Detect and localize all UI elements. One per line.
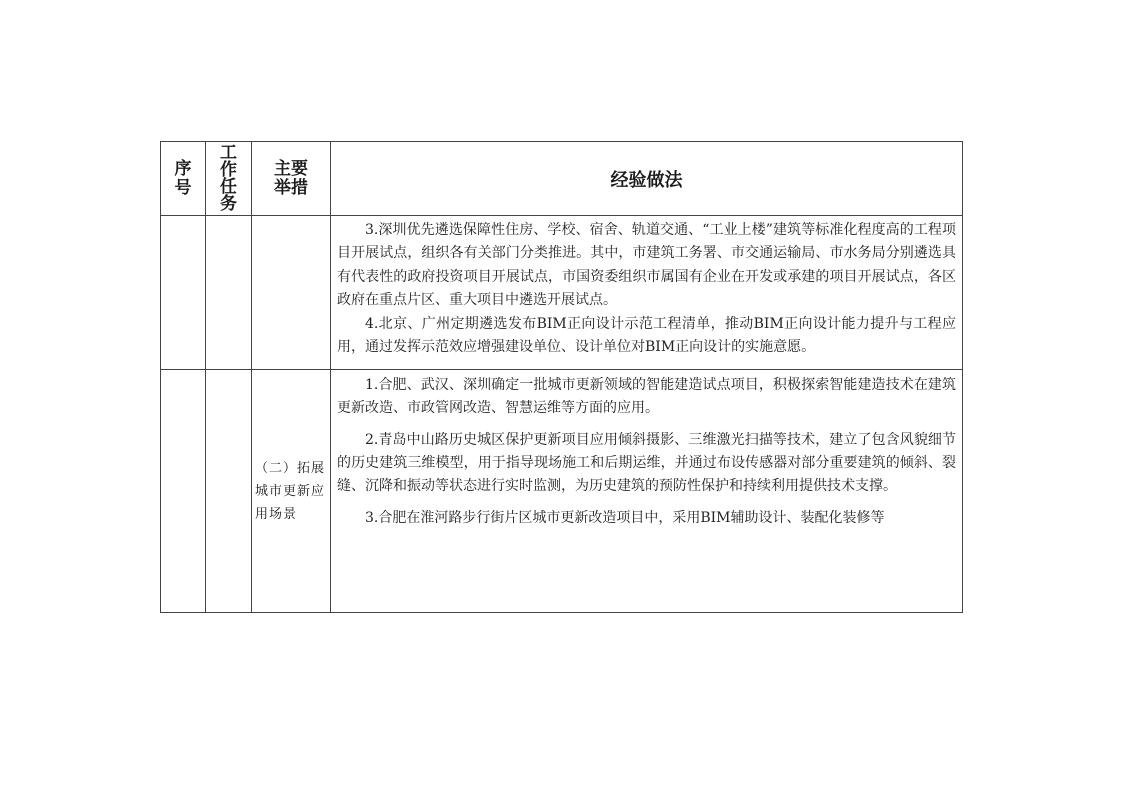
- table-row: [161, 216, 963, 370]
- experience-cell: [331, 216, 963, 370]
- header-task-char: 任: [220, 176, 237, 197]
- header-measure: [252, 142, 331, 216]
- experience-table: [160, 141, 963, 613]
- experience-paragraph: 3.深圳优先遴选保障性住房、学校、宿舍、轨道交通、“工业上楼”建筑等标准化程度高的工程项目开展试点，组织各有关部门分类推进。其中，市建筑工务署、市交通运输局、市水务局分别遴选具有代表性的政府投资项目开展试点，市国资委组织市属国有企业在开发或承建的项目开展试点，各区政府在重点片区、重大项目中遴选开展试点。: [337, 222, 956, 309]
- measure-cell: （二）拓展城市更新应用场景: [252, 370, 331, 613]
- task-cell: [206, 370, 252, 613]
- table-header-row: [161, 142, 963, 216]
- header-measure-line: 举措: [274, 177, 308, 198]
- table-row: [161, 370, 963, 613]
- experience-paragraph: 2.青岛中山路历史城区保护更新项目应用倾斜摄影、三维激光扫描等技术，建立了包含风貌细节的历史建筑三维模型，用于指导现场施工和后期运维，并通过布设传感器对部分重要建筑的倾斜、裂缝、沉降和振动等状态进行实时监测，为历史建筑的预防性保护和持续利用提供技术支撑。: [337, 432, 956, 494]
- header-task-char: 工: [220, 142, 237, 163]
- experience-cell: [331, 370, 963, 613]
- seq-cell: [161, 370, 206, 613]
- measure-cell: [252, 216, 331, 370]
- header-task-char: 务: [220, 193, 237, 214]
- header-seq: [161, 142, 206, 216]
- header-seq-char: 号: [174, 177, 192, 198]
- header-seq-char: 序: [174, 158, 192, 179]
- header-task: [206, 142, 252, 216]
- header-task-char: 作: [220, 159, 237, 180]
- header-measure-line: 主要: [274, 158, 308, 179]
- seq-cell: [161, 216, 206, 370]
- experience-paragraph: 4.北京、广州定期遴选发布BIM正向设计示范工程清单，推动BIM正向设计能力提升与工程应用，通过发挥示范效应增强建设单位、设计单位对BIM正向设计的实施意愿。: [337, 315, 956, 356]
- experience-paragraph: 1.合肥、武汉、深圳确定一批城市更新领域的智能建造试点项目，积极探索智能建造技术在建筑更新改造、市政管网改造、智慧运维等方面的应用。: [337, 377, 956, 416]
- experience-paragraph: 3.合肥在淮河路步行街片区城市更新改造项目中，采用BIM辅助设计、装配化装修等: [365, 510, 885, 526]
- header-experience: 经验做法: [331, 142, 963, 216]
- task-cell: [206, 216, 252, 370]
